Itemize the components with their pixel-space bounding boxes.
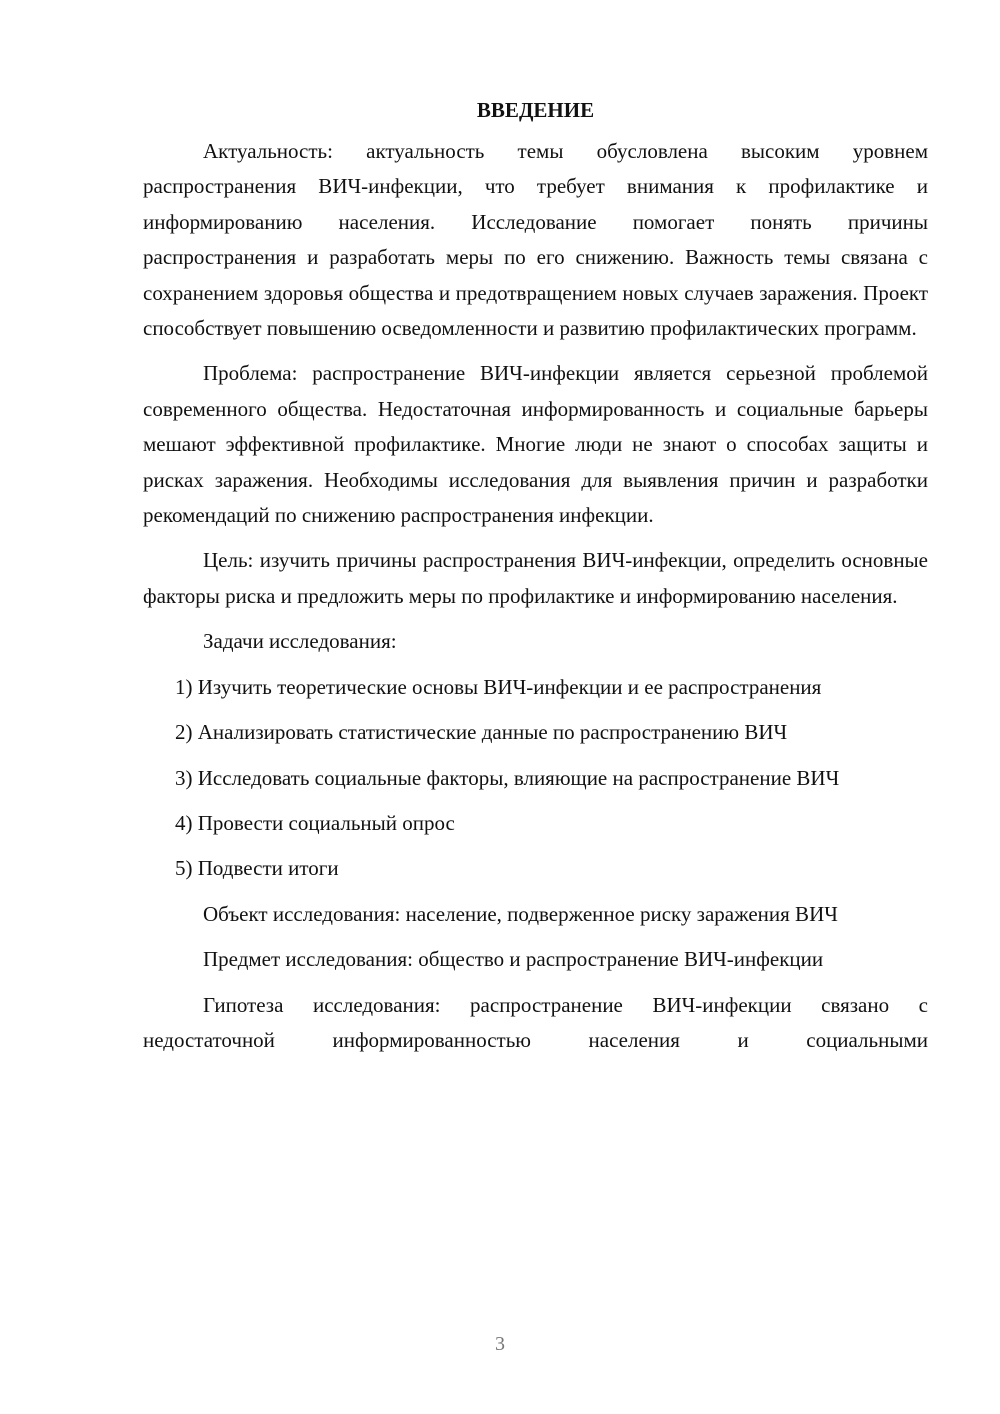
problem-paragraph: Проблема: распространение ВИЧ-инфекции является серьезной проблемой современного общества. Недостаточная информированность и социальные барьеры мешают эффективной профилактике. Многие люди не знают о способах защиты и рисках заражения. Необходимы исследования для выявления причин и разработки рекомендаций по снижению распространения инфекции. — [143, 361, 928, 528]
task-item-5: 5) Подвести итоги — [175, 856, 339, 881]
object-paragraph: Объект исследования: население, подверженное риску заражения ВИЧ — [203, 901, 838, 926]
hypothesis-paragraph: Гипотеза исследования: распространение ВИЧ-инфекции связано с недостаточной информированностью населения и социальными — [143, 992, 928, 1052]
subject-paragraph: Предмет исследования: общество и распространение ВИЧ-инфекции — [203, 947, 824, 972]
tasks-heading: Задачи исследования: — [203, 629, 397, 654]
relevance-paragraph: Актуальность: актуальность темы обусловлена высоким уровнем распространения ВИЧ-инфекции, что требует внимания к профилактике и информированию населения. Исследование помогает понять причины распространения и разработать меры по его снижению. Важность темы связана с сохранением здоровья общества и предотвращением новых случаев заражения. Проект способствует повышению осведомленности и развитию профилактических программ. — [143, 139, 928, 341]
goal-paragraph: Цель: изучить причины распространения ВИЧ-инфекции, определить основные факторы риска и предложить меры по профилактике и информированию населения. — [143, 548, 928, 608]
page-content — [143, 95, 928, 1058]
section-title: ВВЕДЕНИЕ — [476, 98, 595, 122]
task-item-2: 2) Анализировать статистические данные по распространению ВИЧ — [175, 720, 788, 745]
page-number: 3 — [495, 1333, 505, 1355]
task-item-1: 1) Изучить теоретические основы ВИЧ-инфекции и ее распространения — [175, 674, 822, 699]
task-item-4: 4) Провести социальный опрос — [175, 810, 455, 835]
task-item-3: 3) Исследовать социальные факторы, влияющие на распространение ВИЧ — [175, 765, 840, 790]
